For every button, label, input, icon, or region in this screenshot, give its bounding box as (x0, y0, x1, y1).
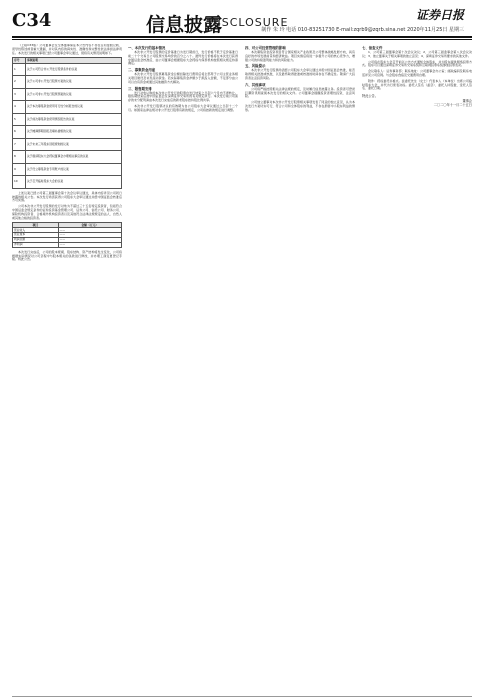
table-cell: 关于本次募集资金使用可行性分析报告的议案 (25, 101, 121, 114)
table-row (13, 113, 122, 126)
body-paragraph: 本次非公开发行股票决议的有效期为自公司股东大会审议通过之日起十二个月。如国家法律法规对非公开发行股票有新的规定，公司将按新的规定进行调整。 (128, 103, 238, 112)
table-header-cell: 金额（万元） (58, 223, 121, 228)
body-paragraph: 上述议案已经公司第三届董事会第十次会议审议通过，具体内容详见公司同日披露的相关公告。本次发行尚需获得公司股东大会审议通过并经中国证监会核准后方可实施。 (12, 190, 122, 203)
section-title-en: DISCLOSURE (208, 16, 289, 29)
header-rule-thin (12, 39, 472, 40)
table-cell: 6 (13, 126, 26, 139)
table-header-cell: 事项说明 (25, 58, 121, 63)
table-row (13, 151, 122, 164)
section-heading: 一、本次发行的基本情况 (128, 46, 166, 50)
footer-rule (12, 696, 472, 697)
table-cell: 营业成本 (13, 233, 59, 238)
body-paragraph: 公司本次非公开发行股票的发行对象为不超过三十五名特定投资者，包括符合中国证监会规定条件的证券投资基金管理公司、证券公司、信托公司、财务公司、保险机构投资者、合格境外机构投资者以及其他符合法律法规规定的法人、自然人或其他合格的投资者。 (12, 204, 122, 220)
section-heading: 四、对公司经营管理的影响 (245, 46, 286, 50)
table-cell: 2 (13, 76, 26, 89)
signoff-block (362, 94, 472, 107)
table-cell: 关于前次募集资金使用情况报告的议案 (25, 113, 121, 126)
table-cell: 营业收入 (13, 228, 59, 233)
table-row (13, 138, 122, 151)
table-header-cell: 项目 (13, 223, 59, 228)
intro-paragraph: （上接C33版）公司董事会及全体董事保证本公告内容不存在任何虚假记载、误导性陈述或者重大遗漏，并对其内容的真实性、准确性和完整性依法承担法律责任。本次发行的相关事项已经公司董事会审议通过，现将有关情况说明如下。 (12, 44, 122, 55)
table-header-cell: 序号 (13, 58, 26, 63)
table-cell: 10 (13, 176, 26, 189)
newspaper-masthead: 证券日报 (415, 8, 464, 22)
section-heading: 六、其他事项 (245, 82, 266, 87)
column-1 (12, 44, 122, 694)
table-cell: 关于公司非公开发行股票预案的议案 (25, 88, 121, 101)
column-2 (128, 44, 238, 694)
section-title-cn: 信息披露 (146, 14, 223, 36)
body-paragraph: 1、公司第三届董事会第十次会议决议；2、公司第三届监事会第八次会议决议；3、独立董事关于相关事项的独立意见；4、深圳证券交易所要求的其他文件。 (362, 50, 472, 58)
table-cell: 关于摊薄即期回报及填补措施的议案 (25, 126, 121, 139)
table-cell: 4 (13, 101, 26, 114)
table-cell: 关于提请股东大会授权董事会办理相关事宜的议案 (25, 151, 121, 164)
body-paragraph: 公司将严格按照相关法律法规的规定，及时履行信息披露义务。投资者可登录巨潮资讯网查阅本次发行的相关文件。公司董事会提醒投资者理性投资，注意风险。 (245, 86, 355, 99)
article-columns (12, 44, 472, 694)
body-paragraph: 本次非公开发行股票尚需经公司股东大会审议通过并报中国证监会核准，能否取得相关批准或核准，以及最终取得批准或核准的时间存在不确定性。敬请广大投资者注意投资风险。 (245, 68, 355, 80)
section-heading: 七、备查文件 (362, 46, 383, 50)
table-row (13, 76, 122, 89)
table-cell: 关于设立募集资金专用账户的议案 (25, 163, 121, 176)
signoff-text: 特此公告。 (362, 94, 378, 99)
table-cell: 5 (13, 113, 26, 126)
table-cell: —— (58, 242, 121, 247)
table-cell: 8 (13, 151, 26, 164)
table-row (13, 88, 122, 101)
table-row (13, 242, 122, 247)
body-paragraph: 附件：授权委托书格式。兹委托先生（女士）代表本人（本单位）出席公司临时股东大会，并代为行使表决权。委托人签名（盖章）、委托人持股数、受托人签名、委托日期。 (362, 78, 472, 91)
body-paragraph: 公司将在股东大会召开前以公告方式通知全体股东，并为股东提供网络投票方式。股东可以通过深圳证券交易所交易系统和互联网投票系统参加投票表决。 (362, 59, 472, 68)
table-cell: 3 (13, 88, 26, 101)
body-paragraph: 本次发行完成后，公司的股本规模、股东结构、资产结构将发生变化，公司将根据实际情况对公司章程中与股本相关的条款进行修改，并办理工商变更登记手续。特此公告。 (12, 249, 122, 262)
table-cell: 利润总额 (13, 238, 59, 243)
table-cell: 关于召开临时股东大会的议案 (25, 176, 121, 189)
table-cell: 9 (13, 163, 26, 176)
table-cell: 关于公司非公开发行股票方案的议案 (25, 76, 121, 89)
financial-table (12, 222, 122, 247)
body-paragraph: 本次募集资金投资项目符合国家相关产业政策及公司整体战略发展方向，具有良好的市场发展前景和经济效益。项目实施后将进一步提升公司的核心竞争力，增强公司的持续盈利能力和抗风险能力。 (245, 50, 355, 62)
table-cell: 7 (13, 138, 26, 151)
table-row (13, 63, 122, 76)
table-cell: 关于未来三年股东回报规划的议案 (25, 138, 121, 151)
table-cell: —— (58, 233, 121, 238)
editor-info-line: 制作 朱 玲 电话 010-83251730 E-mail:zqrb9@zqrb.sina.net 2020年11月25日 星期三 (261, 27, 464, 33)
column-3 (245, 44, 355, 694)
table-row (13, 176, 122, 189)
table-row (13, 126, 122, 139)
header-rule-thick (12, 36, 472, 38)
page-number: C34 (12, 10, 52, 31)
column-4 (362, 44, 472, 694)
table-cell: 关于公司符合非公开发行股票条件的议案 (25, 63, 121, 76)
table-cell: 净利润 (13, 242, 59, 247)
body-paragraph: 发行对象认购的本次非公开发行的股票自发行结束之日起六个月内不得转让。限售期结束后按中国证监会及深圳证券交易所的有关规定执行。本次发行前公司滚存的未分配利润由本次发行完成后的新老股东按持股比例共享。 (128, 90, 238, 103)
signoff-date: 二〇二〇年十一月二十五日 (433, 102, 472, 107)
body-paragraph: 本次非公开发行股票的定价基准日为发行期首日，发行价格不低于定价基准日前二十个交易日公司股票交易均价的百分之八十。最终发行价格将在本次发行获得中国证监会核准后，由公司董事会根据股东大会授权与保荐机构按照相关规定协商确定。 (128, 50, 238, 66)
table-row (13, 163, 122, 176)
resolutions-table (12, 57, 122, 188)
signoff-board: 董事会 (462, 98, 472, 103)
section-heading: 三、限售期安排 (128, 86, 152, 91)
body-paragraph: 公司独立董事对本次非公开发行股票相关事项发表了同意的独立意见，认为本次发行方案切实可行，符合公司和全体股东的利益，不存在损害中小股东利益的情形。 (245, 100, 355, 112)
table-cell: —— (58, 238, 121, 243)
section-heading: 五、风险提示 (245, 64, 266, 69)
body-paragraph: 会议联系人：证券事务部；联系地址：公司董事会办公室；邮政编码及联系电话详见公司官网。与会股东食宿及交通费用自理。 (362, 69, 472, 77)
section-heading: 二、募集资金用途 (128, 68, 156, 73)
body-paragraph: 本次非公开发行股票募集资金总额扣除发行费用后将全部用于公司主营业务相关项目建设及补充流动资金。若实际募集资金净额少于拟投入金额，不足部分由公司以自有资金或通过其他融资方式解决。 (128, 72, 238, 84)
table-cell: —— (58, 228, 121, 233)
table-cell: 1 (13, 63, 26, 76)
table-row (13, 101, 122, 114)
